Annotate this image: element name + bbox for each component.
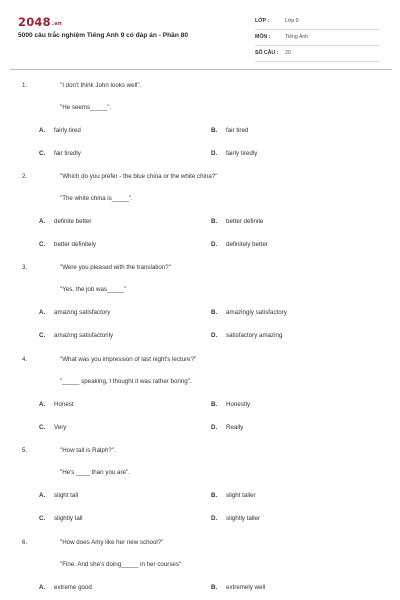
question-3	[0, 264, 400, 356]
count-row	[255, 46, 379, 62]
question-number: 5.	[22, 447, 28, 454]
option-text: fairly tiredly	[226, 150, 258, 157]
class-row	[255, 14, 379, 30]
option-key: D.	[211, 150, 218, 157]
option-d[interactable]	[211, 150, 257, 157]
question-number: 3.	[22, 264, 28, 271]
option-d[interactable]	[211, 241, 268, 248]
option-key: C.	[39, 424, 46, 431]
question-stem: "What was you impression of last night's lecture?"	[60, 356, 197, 363]
option-text: better definitely	[54, 241, 96, 248]
class-label: LỚP :	[255, 18, 270, 24]
option-key: D.	[211, 424, 218, 431]
option-key: A.	[39, 584, 46, 591]
option-text: fair tiredly	[54, 150, 81, 157]
option-key: C.	[39, 241, 46, 248]
document-header	[0, 0, 400, 66]
question-5	[0, 447, 400, 539]
question-stem-response: "Fine. And she's doing_____ in her courses"	[60, 561, 182, 568]
question-stem-response: "The white china is_____".	[60, 195, 133, 202]
option-key: A.	[39, 492, 46, 499]
option-key: D.	[211, 241, 218, 248]
count-value: 20	[285, 50, 291, 56]
option-text: extremely well	[226, 584, 266, 591]
option-key: B.	[211, 309, 218, 316]
option-text: definite better	[54, 218, 92, 225]
question-1	[0, 82, 400, 174]
option-key: C.	[39, 515, 46, 522]
option-text: slightly taller	[226, 515, 261, 522]
option-text: definitely better	[226, 241, 268, 248]
option-text: extreme good	[54, 584, 92, 591]
option-b[interactable]	[211, 584, 265, 591]
option-text: amazing satisfactorily	[54, 332, 114, 339]
option-key: B.	[211, 492, 218, 499]
count-label: SỐ CÂU :	[255, 50, 279, 56]
option-key: A.	[39, 127, 46, 134]
option-c[interactable]	[39, 515, 83, 522]
option-key: A.	[39, 218, 46, 225]
option-d[interactable]	[211, 332, 282, 339]
question-stem: "How tall is Ralph?".	[60, 447, 116, 454]
question-number: 1.	[22, 82, 28, 89]
option-key: D.	[211, 515, 218, 522]
option-b[interactable]	[211, 218, 264, 225]
question-stem: "Which do you prefer - the blue china or the white china?"	[60, 173, 218, 180]
question-stem: "Were you pleased with the translation?"	[60, 264, 171, 271]
question-4	[0, 356, 400, 448]
option-key: B.	[211, 401, 218, 408]
option-key: B.	[211, 218, 218, 225]
document-title: 5000 câu trắc nghiệm Tiếng Anh 9 có đáp án - Phần 80	[18, 32, 189, 39]
option-c[interactable]	[39, 241, 96, 248]
option-a[interactable]	[39, 218, 92, 225]
option-text: satisfactory amazing	[226, 332, 283, 339]
logo-suffix: .vn	[51, 21, 63, 27]
subject-row	[255, 30, 379, 46]
question-number: 4.	[22, 356, 28, 363]
option-text: fairly tired	[54, 127, 81, 134]
option-key: B.	[211, 127, 218, 134]
question-number: 6.	[22, 539, 28, 546]
option-key: A.	[39, 401, 46, 408]
option-key: A.	[39, 309, 46, 316]
subject-value: Tiếng Anh	[285, 34, 309, 40]
class-value: Lớp 9	[285, 18, 299, 24]
option-a[interactable]	[39, 492, 78, 499]
option-c[interactable]	[39, 332, 113, 339]
option-text: Honest	[54, 401, 74, 408]
question-2	[0, 173, 400, 265]
option-b[interactable]	[211, 401, 250, 408]
option-text: fair tired	[226, 127, 249, 134]
question-stem-response: "Yes, the job was_____"	[60, 286, 127, 293]
option-text: better definite	[226, 218, 264, 225]
logo-text: 2048	[18, 15, 51, 29]
site-logo[interactable]	[18, 15, 62, 29]
option-key: C.	[39, 332, 46, 339]
option-a[interactable]	[39, 401, 74, 408]
option-text: amazing satisfactory	[54, 309, 111, 316]
subject-label: MÔN :	[255, 34, 271, 40]
question-stem-response: "_____ speaking, I thought it was rather boring".	[60, 378, 192, 385]
option-d[interactable]	[211, 515, 260, 522]
question-stem: "I don't think John looks well".	[60, 82, 142, 89]
question-stem: "How does Amy like her new school?"	[60, 539, 164, 546]
question-stem-response: "He's ____ than you are".	[60, 469, 130, 476]
option-text: amazingly satisfactory	[226, 309, 287, 316]
option-text: slight taller	[226, 492, 256, 499]
option-a[interactable]	[39, 309, 110, 316]
option-a[interactable]	[39, 127, 81, 134]
option-c[interactable]	[39, 424, 66, 431]
option-d[interactable]	[211, 424, 243, 431]
option-key: B.	[211, 584, 218, 591]
option-a[interactable]	[39, 584, 92, 591]
header-divider	[10, 69, 392, 70]
question-stem-response: "He seems_____".	[60, 104, 112, 111]
option-b[interactable]	[211, 492, 256, 499]
option-text: Really	[226, 424, 244, 431]
option-text: slightly tall	[54, 515, 83, 522]
question-number: 2.	[22, 173, 28, 180]
option-b[interactable]	[211, 127, 248, 134]
option-b[interactable]	[211, 309, 287, 316]
option-key: C.	[39, 150, 46, 157]
option-text: Honestly	[226, 401, 251, 408]
option-text: slight tall	[54, 492, 79, 499]
option-text: Very	[54, 424, 67, 431]
option-key: D.	[211, 332, 218, 339]
question-6	[0, 539, 400, 600]
option-c[interactable]	[39, 150, 81, 157]
